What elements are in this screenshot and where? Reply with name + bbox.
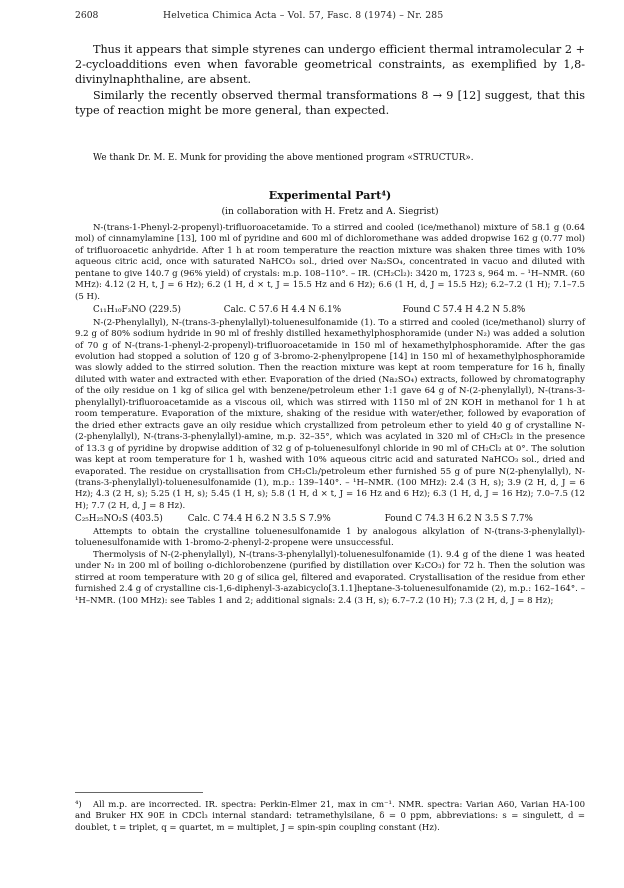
- elemental-analysis-2: [75, 514, 585, 525]
- procedure-paragraph-4: Thermolysis of N-(2-phenylallyl), N-(trans-3-phenylallyl)-toluenesulfonamide (1). 9.4 g of the diene 1 was heated under N₂ in 200 ml of boiling o-dichlorobenzene (purified by distillation over K₂CO₃) for 72 h. Then the solution was stirred at room temperature with 20 g of silica gel, filtered and evaporated. Crystallisation of the residue from ether furnished 2.4 g of crystalline cis-1,6-diphenyl-3-azabicyclo[3.1.1]heptane-3-toluenesulfonamide (2), m.p.: 162–164°. – ¹H–NMR. (100 MHz): see Tables 1 and 2; additional signals: 2.4 (3 H, s); 6.7–7.2 (10 H); 7.3 (2 H, d, J = 8 Hz);: [75, 549, 585, 606]
- footnote-text: All m.p. are incorrected. IR. spectra: Perkin-Elmer 21, max in cm⁻¹. NMR. spectra: Varian A60, Varian HA-100 and Bruker HX 90E in CDCl₃ internal standard: tetramethylsilane, δ = 0 ppm, abbreviations: s = singulett, d = doublet, t = triplet, q = quartet, m = multiplet, J = spin-spin coupling constant (Hz).: [75, 800, 585, 833]
- running-header: [75, 10, 578, 24]
- intro-paragraph-2: Similarly the recently observed thermal transformations 8 → 9 [12] suggest, that this type of reaction might be more general, than expected.: [75, 88, 585, 117]
- section-title: Experimental Part⁴): [268, 189, 392, 202]
- journal-reference: Helvetica Chimica Acta – Vol. 57, Fasc. 8 (1974) – Nr. 285: [163, 10, 444, 21]
- procedure-paragraph-2: N-(2-Phenylallyl), N-(trans-3-phenylallyl)-toluenesulfonamide (1). To a stirred and cooled (ice/methanol) slurry of 9.2 g of 80% sodium hydride in 90 ml of freshly distilled hexamethylphosphoramide (under N₂) was added a solution of 70 g of N-(trans-1-phenyl-2-propenyl)-trifluoroacetamide in 150 ml of hexamethylphosphoramide. After the gas evolution had stopped a solution of 120 g of 3-bromo-2-phenylpropene [14] in 150 ml of hexamethylphosphoramide was slowly added to the stirred solution. Then the reaction mixture was kept at room temperature for 16 h, finally diluted with water and extracted with ether. Evaporation of the dried (Na₂SO₄) extracts, followed by chromatography of the oily residue on 1 kg of silica gel with benzene/petroleum ether 1:1 gave 64 g of N-(2-phenylallyl), N-(trans-3-phenylallyl)-trifluoroacetamide as a viscous oil, which was stirred with 1150 ml of 2N KOH in methanol for 1 h at room temperature. Evaporation of the mixture, shaking of the residue with water/ether, followed by evaporation of the dried ether extracts gave an oily residue which crystallized from petroleum ether to yield 40 g of crystalline N-(2-phenylallyl), N-(trans-3-phenylallyl)-amine, m.p. 32–35°, which was acylated in 320 ml of CH₂Cl₂ in the presence of 13.3 g of pyridine by dropwise addition of 32 g of p-toluenesulfonyl chloride in 90 ml of CH₂Cl₂ at 0°. The solution was kept at room temperature for 1 h, washed with 10% aqueous citric acid and saturated NaHCO₃ sol., dried and evaporated. The residue on crystallisation from CH₂Cl₂/petroleum ether furnished 55 g of pure N(2-phenylallyl), N-(trans-3-phenylallyl)-toluenesulfonamide (1), m.p.: 139–140°. – ¹H–NMR. (100 MHz): 2.4 (3 H, s); 3.9 (2 H, d, J = 6 Hz); 4.3 (2 H, s); 5.25 (1 H, s); 5.45 (1 H, s); 5.8 (1 H, d × t, J = 16 Hz and 6 Hz); 6.3 (1 H, d, J = 16 Hz); 7.0–7.5 (12 H); 7.7 (2 H, d, J = 8 Hz).: [75, 317, 585, 511]
- experimental-body: [75, 223, 585, 607]
- footnote-number: ⁴): [75, 800, 82, 810]
- acknowledgement: We thank Dr. M. E. Munk for providing the above mentioned program «STRUCTUR».: [93, 153, 474, 163]
- calc-values-2: Calc. C 74.4 H 6.2 N 3.5 S 7.9%: [187, 514, 331, 525]
- calc-values-1: Calc. C 57.6 H 4.4 N 6.1%: [223, 305, 342, 316]
- formula-2: C₂₅H₂₅NO₂S (403.5): [75, 514, 163, 525]
- page-number: 2608: [75, 10, 99, 21]
- found-values-2: Found C 74.3 H 6.2 N 3.5 S 7.7%: [384, 514, 533, 525]
- footnote: [75, 800, 585, 834]
- formula-1: C₁₁H₁₀F₃NO (229.5): [93, 305, 181, 316]
- found-values-1: Found C 57.4 H 4.2 N 5.8%: [402, 305, 526, 316]
- procedure-paragraph-3: Attempts to obtain the crystalline toluenesulfonamide 1 by analogous alkylation of N-(trans-3-phenylallyl)-toluenesulfonamide with 1-bromo-2-phenyl-2-propene were unsuccessful.: [75, 526, 585, 549]
- footnote-separator: [75, 792, 203, 793]
- elemental-analysis-1: [75, 305, 585, 316]
- intro-text: [75, 42, 585, 118]
- collaboration-note: (in collaboration with H. Fretz and A. Siegrist): [221, 206, 439, 217]
- intro-paragraph-1: Thus it appears that simple styrenes can undergo efficient thermal intramolecular 2 + 2-cycloadditions even when favorable geometrical constraints, as exemplified by 1,8-divinylnaphthaline, are absent.: [75, 43, 585, 87]
- procedure-paragraph-1: N-(trans-1-Phenyl-2-propenyl)-trifluoroacetamide. To a stirred and cooled (ice/methanol) mixture of 58.1 g (0.64 mol) of cinnamylamine [13], 100 ml of pyridine and 600 ml of dichloromethane was added dropwise 162 g (0.77 mol) of trifluoroacetic anhydride. After 1 h at room temperature the reaction mixture was shaken three times with 10% aqueous citric acid, once with saturated NaHCO₃ sol., dried over Na₂SO₄, concentrated in vacuo and diluted with pentane to give 140.7 g (96% yield) of crystals: m.p. 108–110°. – IR. (CH₂Cl₂): 3420 m, 1723 s, 964 m. – ¹H–NMR. (60 MHz): 4.12 (2 H, t, J = 6 Hz); 6.2 (1 H, d × t, J = 15.5 Hz and 6 Hz); 6.6 (1 H, d, J = 15.5 Hz); 6.2–7.2 (1 H); 7.1–7.5 (5 H).: [75, 223, 585, 302]
